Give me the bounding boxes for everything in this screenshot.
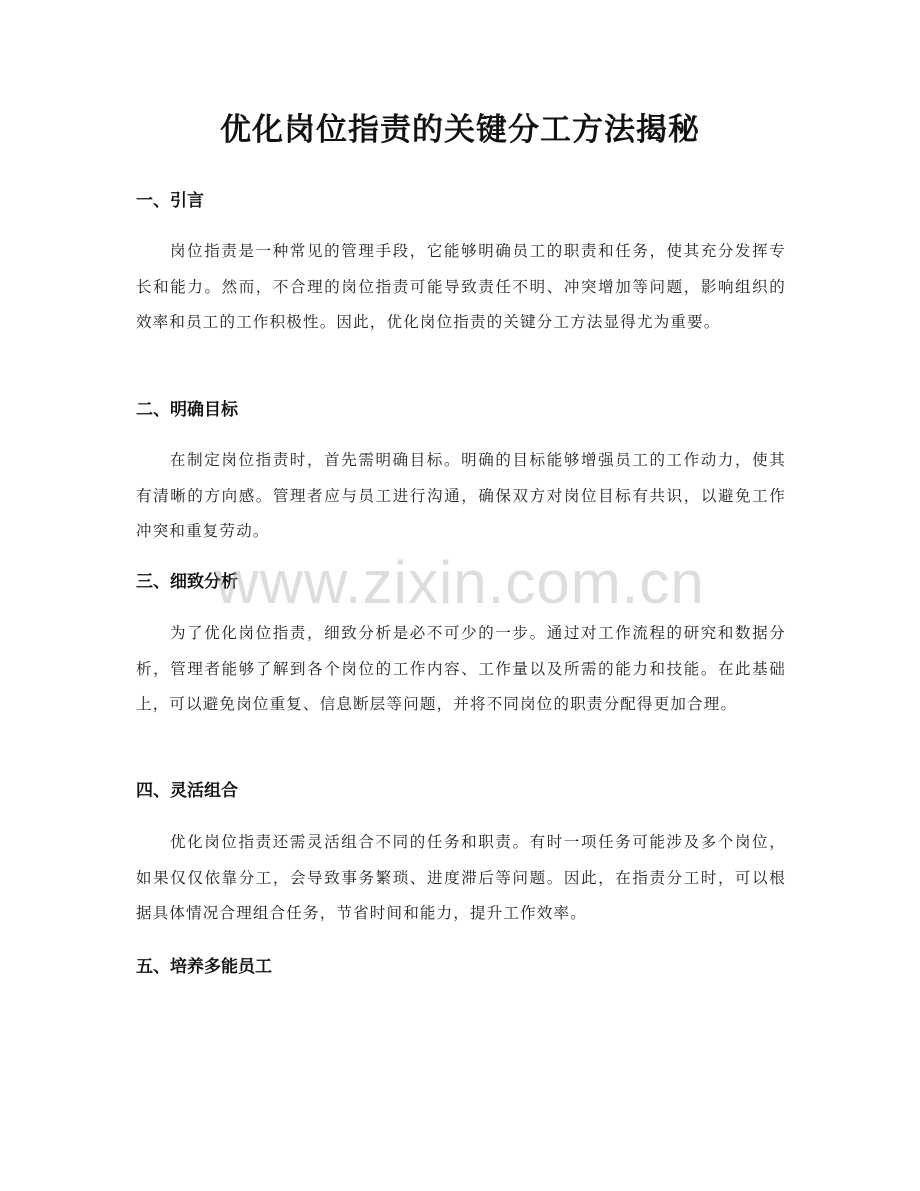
section-heading-intro: 一、引言: [136, 191, 204, 211]
document-title: 优化岗位指责的关键分工方法揭秘: [220, 112, 700, 148]
section-paragraph-intro: 岗位指责是一种常见的管理手段，它能够明确员工的职责和任务，使其充分发挥专长和能力。然而，不合理的岗位指责可能导致责任不明、冲突增加等问题，影响组织的效率和员工的工作积极性。因此，优化岗位指责的关键分工方法显得尤为重要。: [136, 242, 786, 331]
section-paragraph-analysis: 为了优化岗位指责，细致分析是必不可少的一步。通过对工作流程的研究和数据分析，管理者能够了解到各个岗位的工作内容、工作量以及所需的能力和技能。在此基础上，可以避免岗位重复、信息断层等问题，并将不同岗位的职责分配得更加合理。: [136, 624, 786, 713]
watermark: www.zixin.com.cn: [215, 549, 705, 616]
section-paragraph-combination: 优化岗位指责还需灵活组合不同的任务和职责。有时一项任务可能涉及多个岗位，如果仅仅依靠分工，会导致事务繁琐、进度滞后等问题。因此，在指责分工时，可以根据具体情况合理组合任务，节省时间和能力，提升工作效率。: [136, 833, 786, 922]
section-paragraph-goals: 在制定岗位指责时，首先需明确目标。明确的目标能够增强员工的工作动力，使其有清晰的方向感。管理者应与员工进行沟通，确保双方对岗位目标有共识，以避免工作冲突和重复劳动。: [136, 451, 786, 540]
section-heading-combination: 四、灵活组合: [136, 781, 238, 801]
section-heading-analysis: 三、细致分析: [136, 572, 238, 592]
section-heading-multiskill: 五、培养多能员工: [136, 957, 272, 977]
section-heading-goals: 二、明确目标: [136, 400, 238, 420]
